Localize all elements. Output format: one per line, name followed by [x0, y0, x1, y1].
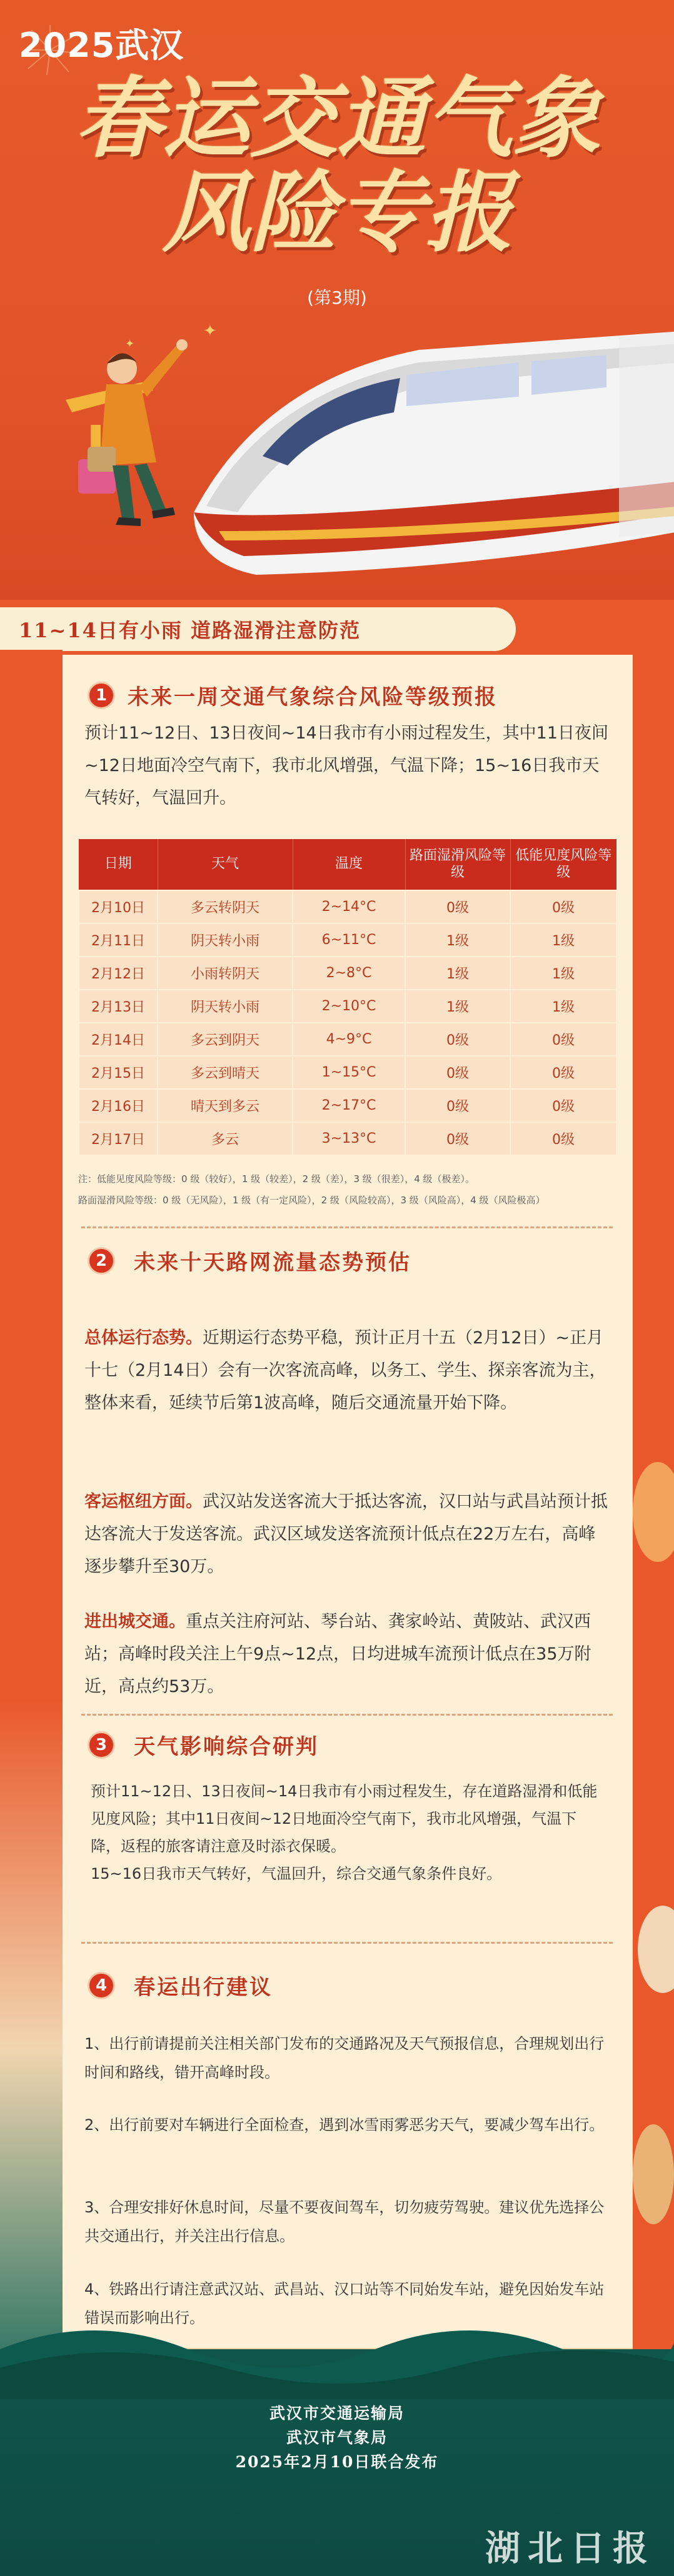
decorative-shape: [633, 1462, 674, 1562]
table-cell: 0级: [405, 1122, 510, 1155]
table-header-cell: 低能见度风险等级: [510, 839, 616, 890]
table-cell: 4~9°C: [293, 1023, 405, 1056]
section-2-paragraph-hubs: [84, 1486, 610, 1583]
publisher-transport: 武汉市交通运输局: [269, 2404, 405, 2422]
paragraph-text: 武汉站发送客流大于抵达客流，汉口站与武昌站预计抵达客流大于发送客流。武汉区域发送客流预计低点在22万左右，高峰逐步攀升至30万。: [84, 1492, 608, 1576]
table-cell: 小雨转阴天: [158, 957, 293, 990]
table-cell: 2月15日: [79, 1056, 158, 1089]
section-3-header: [88, 1729, 319, 1760]
paragraph-label: 客运枢纽方面。: [84, 1492, 203, 1511]
table-cell: 0级: [405, 1023, 510, 1056]
table-cell: 0级: [510, 1122, 616, 1155]
subtitle-banner: [0, 607, 516, 651]
table-note-visibility: 注：低能见度风险等级：0 级（较好），1 级（较差），2 级（差），3 级（很差），4 级（极差）。: [78, 1173, 475, 1185]
table-cell: 1级: [510, 957, 616, 990]
section-1-text: 预计11~12日、13日夜间~14日我市有小雨过程发生，其中11日夜间~12日地面冷空气南下，我市北风增强，气温下降；15~16日我市天气转好，气温回升。: [84, 724, 609, 808]
issue-number: (第3期): [307, 287, 367, 308]
wave-decoration: [0, 2312, 674, 2399]
table-header-row: [79, 839, 616, 890]
section-divider: [81, 1226, 613, 1228]
year-title: 2025武汉: [19, 26, 184, 65]
paragraph-text: 重点关注府河站、琴台站、龚家岭站、黄陂站、武汉西站；高峰时段关注上午9点~12点，日均进城车流预计低点在35万附近，高点约53万。: [84, 1612, 591, 1696]
content-card: [63, 655, 633, 2348]
table-cell: 2月12日: [79, 957, 158, 990]
subtitle-text: 11~14日有小雨 道路湿滑注意防范: [19, 619, 361, 642]
table-cell: 1~15°C: [293, 1056, 405, 1089]
section-title: 未来十天路网流量态势预估: [134, 1250, 411, 1275]
table-cell: 2月14日: [79, 1023, 158, 1056]
table-row: [79, 923, 616, 957]
table-cell: 2~14°C: [293, 890, 405, 923]
decorative-shape: [638, 1906, 674, 1993]
table-row: [79, 990, 616, 1023]
publish-date: 2025年2月10日联合发布: [235, 2453, 439, 2471]
side-background: [0, 650, 63, 2399]
section-number: 4: [88, 1972, 115, 1999]
table-header-cell: 日期: [79, 839, 158, 890]
table-cell: 阴天转小雨: [158, 923, 293, 957]
table-cell: 2月10日: [79, 890, 158, 923]
table-cell: 1级: [405, 957, 510, 990]
table-row: [79, 957, 616, 990]
table-header-cell: 天气: [158, 839, 293, 890]
section-2-paragraph-traffic: [84, 1606, 610, 1703]
section-title: 未来一周交通气象综合风险等级预报: [128, 685, 498, 710]
table-note-road: 路面湿滑风险等级：0 级（无风险），1 级（有一定风险），2 级（风险较高），3 级（风险高），4 级（风险极高）: [78, 1195, 545, 1206]
main-title-line1: 春运交通气象: [74, 67, 600, 170]
table-cell: 0级: [510, 890, 616, 923]
table-cell: 0级: [510, 1056, 616, 1089]
watermark-logo: 湖北日报: [485, 2528, 655, 2569]
section-2-paragraph-overall: [84, 1322, 610, 1420]
train-illustration: [169, 325, 674, 587]
table-cell: 3~13°C: [293, 1122, 405, 1155]
table-cell: 0级: [510, 1023, 616, 1056]
table-row: [79, 1023, 616, 1056]
advice-item: 2、出行前要对车辆进行全面检查，遇到冰雪雨雾恶劣天气，要减少驾车出行。: [84, 2116, 605, 2134]
risk-table: [78, 839, 617, 1156]
section-number: 3: [88, 1731, 115, 1759]
advice-item: 1、出行前请提前关注相关部门发布的交通路况及天气预报信息，合理规划出行时间和路线，错开高峰时段。: [84, 2035, 605, 2081]
table-cell: 多云转阴天: [158, 890, 293, 923]
publisher-meteorology: 武汉市气象局: [286, 2429, 388, 2447]
table-cell: 阴天转小雨: [158, 990, 293, 1023]
table-cell: 2月16日: [79, 1089, 158, 1122]
table-cell: 1级: [510, 990, 616, 1023]
sparkle-icon: ✦: [125, 337, 135, 351]
advice-item: 3、合理安排好休息时间，尽量不要夜间驾车，切勿疲劳驾驶。建议优先选择公共交通出行，并关注出行信息。: [84, 2199, 605, 2245]
table-cell: 2月17日: [79, 1122, 158, 1155]
table-cell: 2月11日: [79, 923, 158, 957]
paragraph-text: 近期运行态势平稳，预计正月十五（2月12日）~正月十七（2月14日）会有一次客流高峰，以务工、学生、探亲客流为主，整体来看，延续节后第1波高峰，随后交通流量开始下降。: [84, 1328, 606, 1413]
main-title: [63, 67, 613, 265]
main-title-line2: 风险专报: [162, 162, 513, 265]
header-poster: [0, 0, 674, 600]
paragraph-label: 进出城交通。: [84, 1612, 186, 1631]
section-3-text-line: 15~16日我市天气转好，气温回升，综合交通气象条件良好。: [91, 1865, 502, 1882]
section-3-text-line: 预计11~12日、13日夜间~14日我市有小雨过程发生，存在道路湿滑和低能见度风险；其中11日夜间~12日地面冷空气南下，我市北风增强，气温下降，返程的旅客请注意及时添衣保暖。: [91, 1783, 598, 1855]
advice-item: 4、铁路出行请注意武汉站、武昌站、汉口站等不同始发车站，避免因始发车站错误而影响出行。: [84, 2280, 605, 2327]
section-number: 1: [88, 682, 115, 709]
table-row: [79, 890, 616, 923]
decorative-shape: [633, 2124, 674, 2224]
table-cell: 多云到晴天: [158, 1056, 293, 1089]
section-divider: [81, 1942, 613, 1944]
section-2-header: [88, 1245, 411, 1276]
footer-publishers: [0, 2401, 674, 2474]
table-cell: 6~11°C: [293, 923, 405, 957]
table-cell: 2~17°C: [293, 1089, 405, 1122]
paragraph-label: 总体运行态势。: [84, 1328, 203, 1348]
table-cell: 0级: [405, 1089, 510, 1122]
section-4-header: [88, 1970, 273, 2001]
table-cell: 0级: [405, 890, 510, 923]
table-header-cell: 路面湿滑风险等级: [405, 839, 510, 890]
table-cell: 0级: [510, 1089, 616, 1122]
table-row: [79, 1122, 616, 1155]
table-row: [79, 1056, 616, 1089]
table-cell: 2月13日: [79, 990, 158, 1023]
section-title: 天气影响综合研判: [134, 1734, 319, 1759]
table-row: [79, 1089, 616, 1122]
table-cell: 多云到阴天: [158, 1023, 293, 1056]
section-1-header: [88, 680, 498, 710]
table-cell: 多云: [158, 1122, 293, 1155]
table-cell: 1级: [405, 990, 510, 1023]
section-number: 2: [88, 1247, 115, 1275]
section-3-text: [91, 1778, 603, 1887]
table-header-cell: 温度: [293, 839, 405, 890]
section-title: 春运出行建议: [134, 1975, 273, 2000]
sparkle-icon: ✦: [203, 322, 217, 341]
section-divider: [81, 1714, 613, 1716]
table-cell: 1级: [510, 923, 616, 957]
table-cell: 2~8°C: [293, 957, 405, 990]
table-cell: 晴天到多云: [158, 1089, 293, 1122]
table-cell: 0级: [405, 1056, 510, 1089]
table-cell: 1级: [405, 923, 510, 957]
table-cell: 2~10°C: [293, 990, 405, 1023]
